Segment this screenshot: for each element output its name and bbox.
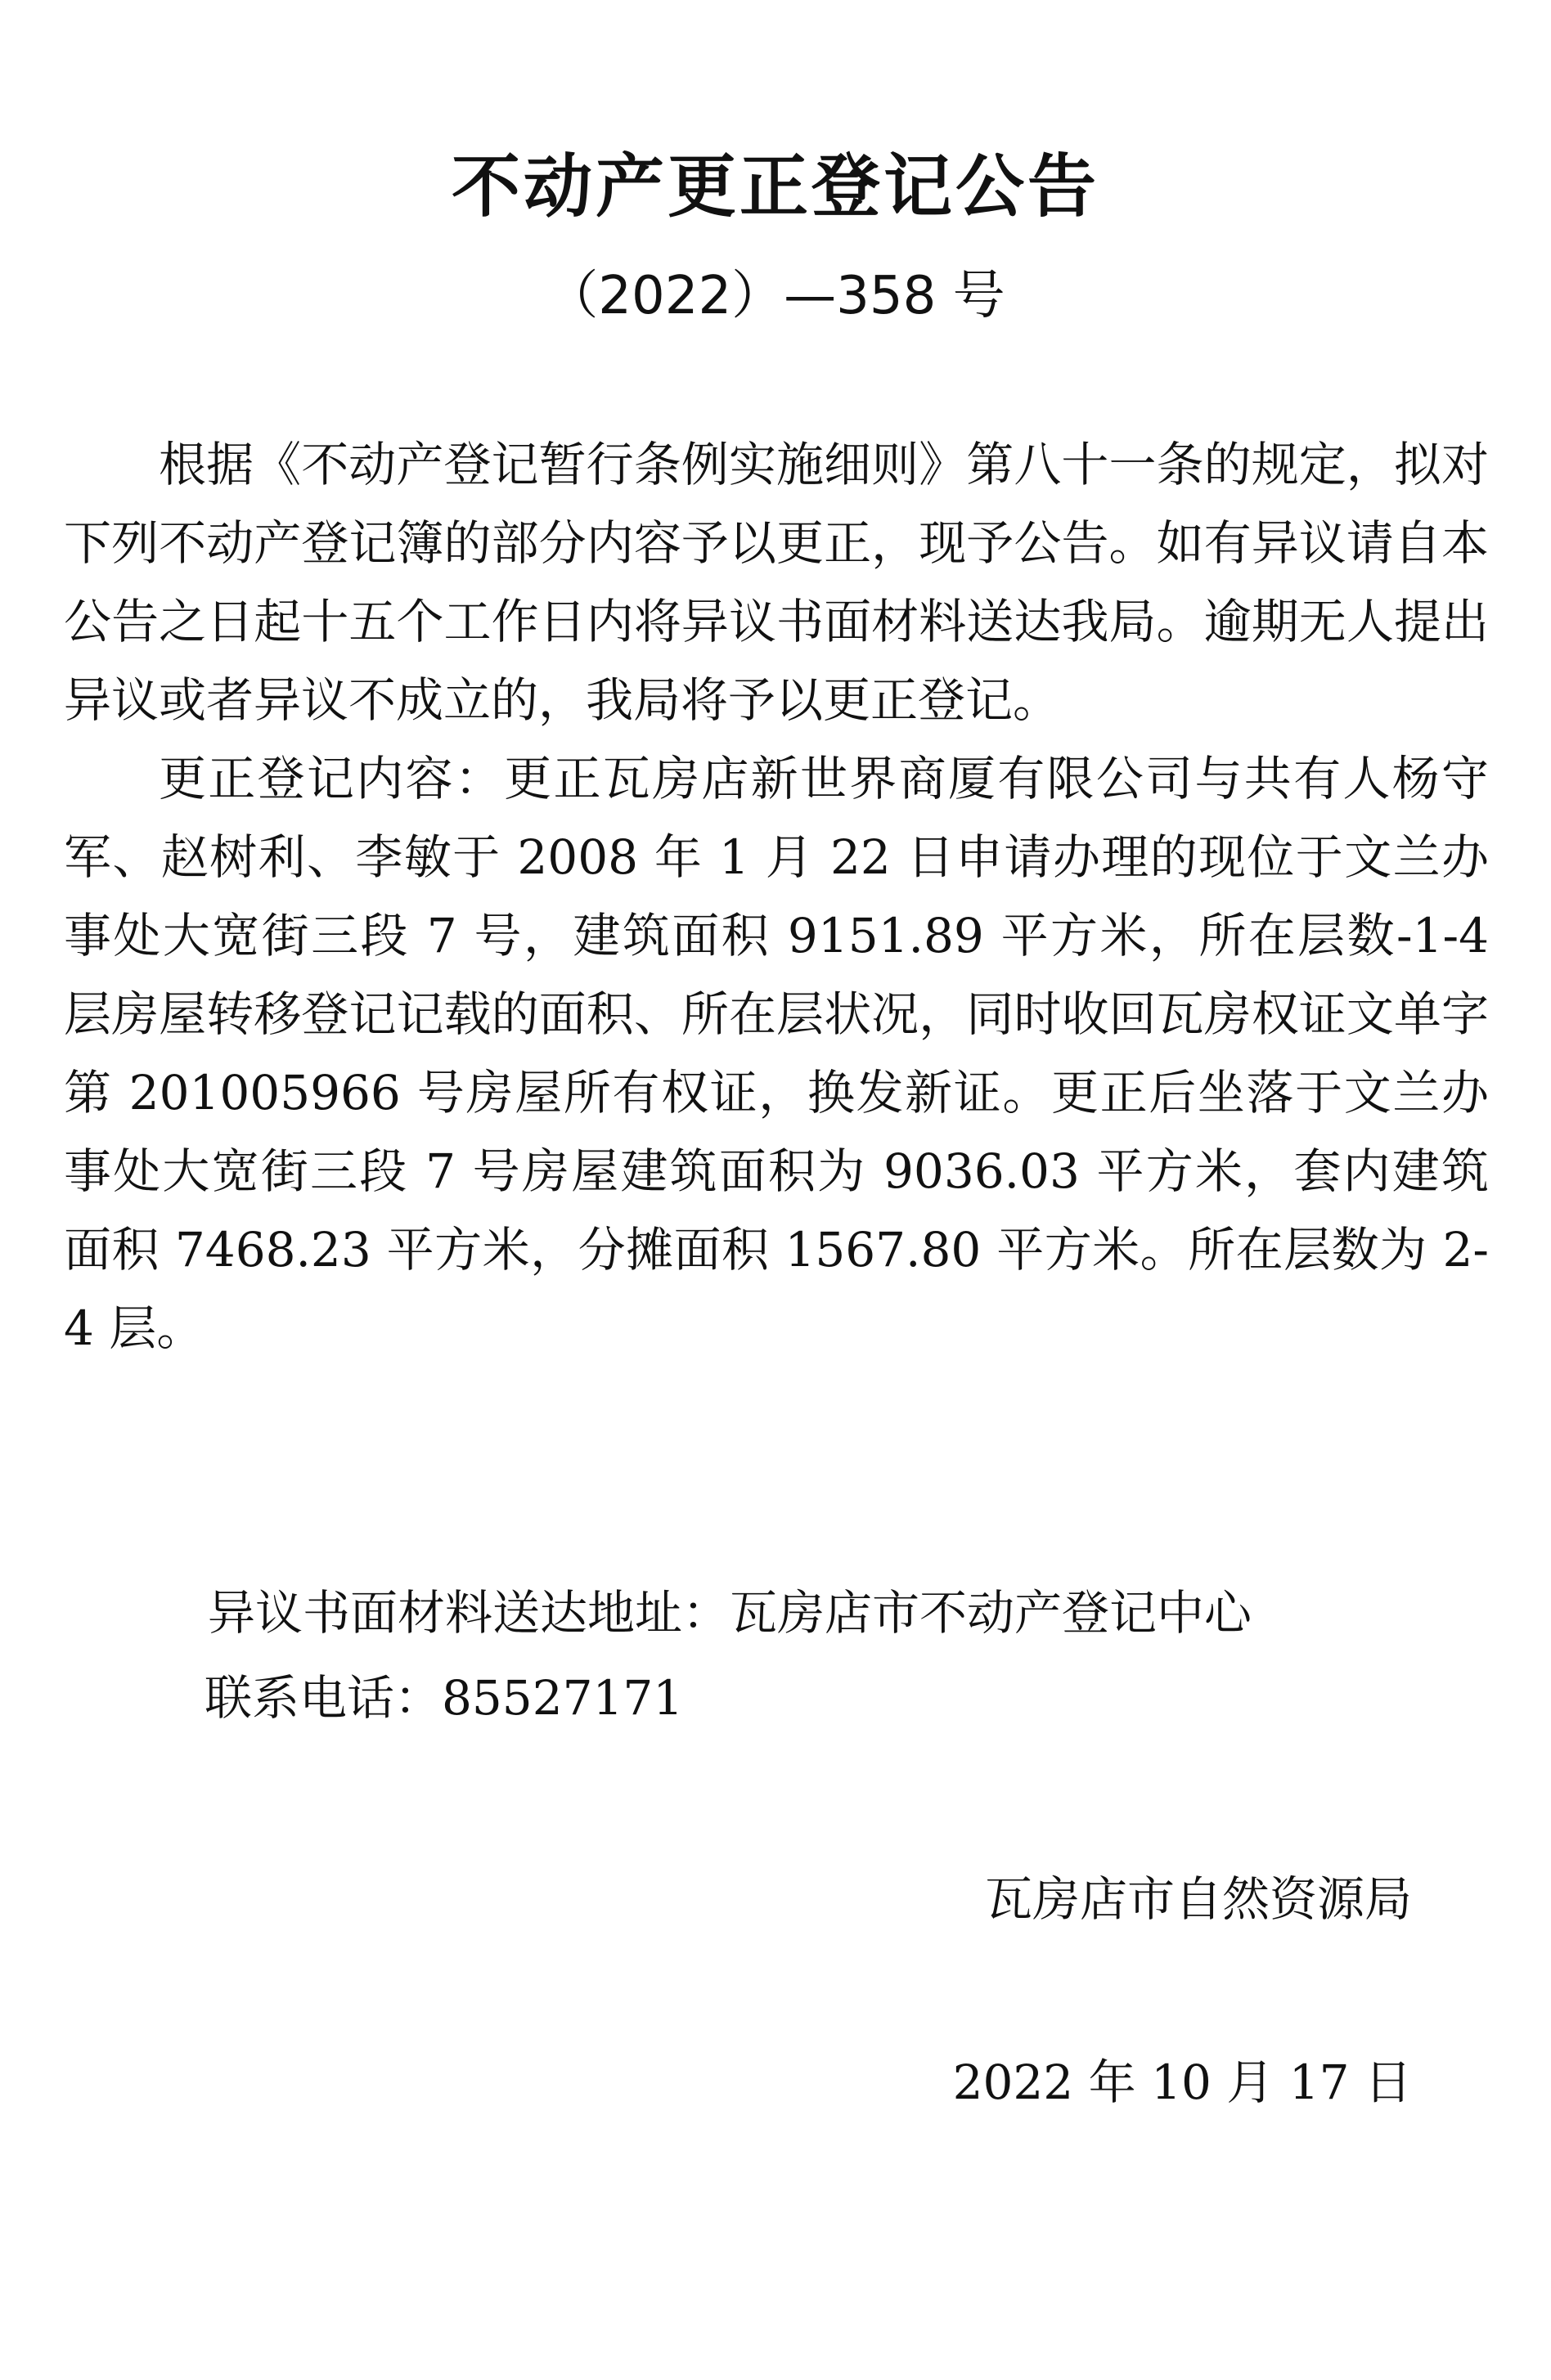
document-body: [64, 425, 1489, 1367]
objection-address: 异议书面材料送达地址：瓦房店市不动产登记中心: [208, 1585, 1252, 1641]
document-number: （2022）—358 号: [546, 266, 1005, 326]
body-paragraph: 更正登记内容：更正瓦房店新世界商厦有限公司与共有人杨守军、赵树利、李敏于 2008 年 1 月 22 日申请办理的现位于文兰办事处大宽街三段 7 号，建筑面积 9151.89 平方米，所在层数-1-4 层房屋转移登记记载的面积、所在层状况，同时收回瓦房权证文单字第 201005966 号房屋所有权证，换发新证。更正后坐落于文兰办事处大宽街三段 7 号房屋建筑面积为 9036.03 平方米，套内建筑面积 7468.23 平方米，分摊面积 1567.80 平方米。所在层数为 2-4 层。: [64, 751, 1489, 1356]
body-paragraph: 根据《不动产登记暂行条例实施细则》第八十一条的规定，拟对下列不动产登记簿的部分内容予以更正，现予公告。如有异议请自本公告之日起十五个工作日内将异议书面材料送达我局。逾期无人提出异议或者异议不成立的，我局将予以更正登记。: [64, 437, 1489, 728]
contact-phone: 联系电话：85527171: [205, 1670, 684, 1726]
issuing-organization: 瓦房店市自然资源局: [984, 1871, 1412, 1927]
contact-info: [205, 1570, 1481, 1740]
signature-block: [953, 1857, 1412, 2125]
issue-date: 2022 年 10 月 17 日: [952, 2054, 1412, 2110]
document-title: 不动产更正登记公告: [451, 146, 1099, 227]
